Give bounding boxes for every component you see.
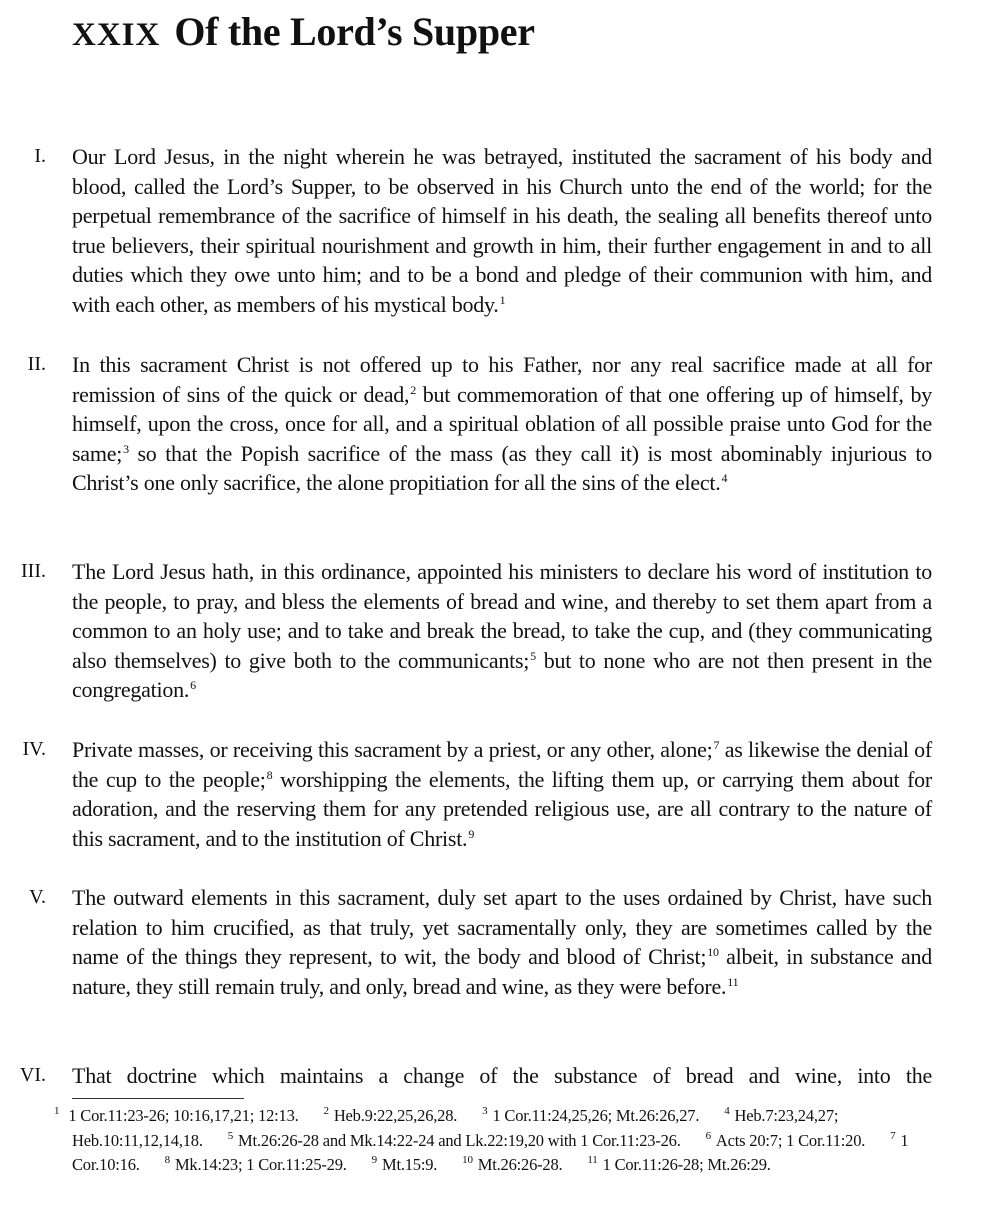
footnotes (54, 1104, 966, 1178)
footnote-text: Mt.26:26-28. (477, 1155, 563, 1174)
footnote-ref[interactable]: 10 (707, 945, 719, 960)
footnote-text: Heb.9:22,25,26,28. (333, 1106, 458, 1125)
section-text-part: but to none who are not then present in the congregation. (72, 647, 932, 703)
section-text-part: so that the Popish sacrifice of the mass (as they call it) is most abominably injurious to Christ’s one only sacrifice, the alone propitiation for all the sins of the elect. (72, 440, 932, 496)
footnote-text: Mk.14:23; 1 Cor.11:25-29. (174, 1155, 347, 1174)
footnote-text: 1 Cor.11:24,25,26; Mt.26:26,27. (492, 1106, 700, 1125)
section-text (72, 1061, 932, 1091)
footnote-ref[interactable]: 5 (530, 648, 536, 663)
section-2 (0, 350, 932, 498)
footnote-ref[interactable]: 9 (468, 826, 475, 841)
section-3 (0, 557, 932, 705)
section-text-part: Our Lord Jesus, in the night wherein he was betrayed, instituted the sacrament of his body and blood, called the Lord’s Supper, to be observed in his Church unto the end of the world; for the perpetual remembrance of the sacrifice of himself in his death, the sealing all benefits thereof unto true believers, their spiritual nourishment and growth in him, their further engagement in and to all duties which they owe unto him; and to be a bond and pledge of their communion with him, and with each other, as members of his mystical body. (72, 144, 932, 317)
section-text (72, 142, 932, 320)
section-text-part: The Lord Jesus hath, in this ordinance, appointed his ministers to declare his word of institution to the people, to pray, and bless the elements of bread and wine, and thereby to set them apart from a common to an holy use; and to take and break the bread, to take the cup, and (they communicating also themselves) to give both to the communicants; (72, 559, 932, 673)
footnote (705, 1131, 866, 1150)
section-numeral: VI. (19, 1064, 46, 1086)
footnote (481, 1106, 699, 1125)
footnote-ref[interactable]: 4 (721, 471, 728, 486)
footnote-number: 10 (462, 1154, 473, 1166)
footnote-ref[interactable]: 11 (727, 974, 739, 989)
footnote-number: 3 (482, 1105, 488, 1117)
section-text-part: albeit, in substance and nature, they still remain truly, and only, bread and wine, as they were before. (72, 944, 932, 999)
section-text-part: Private masses, or receiving this sacrament by a priest, or any other, alone; (72, 737, 713, 762)
footnote-divider (72, 1098, 244, 1099)
footnote-ref[interactable]: 2 (410, 382, 416, 397)
footnote (586, 1155, 770, 1174)
footnote-number: 2 (323, 1105, 329, 1117)
footnote-number: 6 (705, 1129, 711, 1142)
section-text-part: That doctrine which maintains a change of the substance of bread and wine, into the (72, 1063, 932, 1088)
footnote-number: 4 (724, 1105, 730, 1117)
section-text-part: as likewise the denial of the cup to the people; (72, 737, 933, 792)
footnote-number: 5 (227, 1129, 234, 1142)
section-text-part: worshipping the elements, the lifting them up, or carrying them about for adoration, and the reserving them for any pretended religious use, are all contrary to the nature of this sacrament, and to the institution of Christ. (72, 766, 932, 851)
section-1 (0, 142, 932, 320)
footnote-text: Acts 20:7; 1 Cor.11:20. (715, 1130, 866, 1150)
section-4 (0, 735, 932, 853)
footnote-text: Mt.15:9. (381, 1155, 438, 1174)
section-text (72, 557, 932, 705)
footnote-ref[interactable]: 1 (499, 292, 506, 307)
section-numeral: II. (27, 353, 46, 375)
footnote (227, 1131, 681, 1150)
footnote-text: 1 Cor.11:26-28; Mt.26:29. (602, 1155, 771, 1174)
footnote-text: 1 Cor.11:23-26; 10:16,17,21; 12:13. (68, 1106, 299, 1125)
section-text-part: but commemoration of that one offering up of himself, by himself, upon the cross, once for all, and a spiritual oblation of all possible praise unto God for the same; (72, 381, 932, 466)
footnote (164, 1155, 347, 1174)
footnote-text: Mt.26:26-28 and Mk.14:22-24 and Lk.22:19,20 with 1 Cor.11:23-26. (238, 1130, 681, 1150)
footnote-number: 8 (164, 1154, 170, 1166)
footnote-ref[interactable]: 7 (713, 738, 720, 752)
footnote-number: 1 (54, 1105, 60, 1117)
section-numeral: III. (21, 560, 46, 582)
section-numeral: V. (29, 886, 46, 908)
chapter-title (72, 8, 535, 55)
section-text (72, 350, 932, 498)
footnote (54, 1105, 299, 1125)
footnote-number: 7 (890, 1129, 896, 1142)
footnote-text: Heb.7:23,24,27; Heb.10:11,12,14,18. (72, 1106, 839, 1150)
section-5 (0, 883, 932, 1001)
section-6 (0, 1061, 932, 1091)
section-text (72, 883, 932, 1001)
chapter-number: XXIX (72, 17, 161, 53)
footnote (461, 1155, 562, 1174)
section-text-part: In this sacrament Christ is not offered up to his Father, nor any real sacrifice made at all for remission of sins of the quick or dead, (72, 352, 932, 407)
footnote (323, 1106, 458, 1125)
footnote-text: 1 Cor.10:16. (72, 1130, 909, 1174)
section-numeral: IV. (22, 738, 46, 760)
footnote-ref[interactable]: 8 (266, 767, 273, 782)
footnote-number: 9 (371, 1154, 377, 1166)
footnote-number: 11 (587, 1154, 598, 1166)
section-text (72, 735, 932, 853)
section-numeral: I. (34, 145, 46, 167)
footnote-ref[interactable]: 3 (123, 441, 129, 456)
footnote (371, 1155, 438, 1174)
section-text-part: The outward elements in this sacrament, duly set apart to the uses ordained by Christ, have such relation to him crucified, as that truly, yet sacramentally only, they are sometimes called by the name of the things they represent, to wit, the body and blood of Christ; (72, 885, 932, 970)
footnote-ref[interactable]: 6 (190, 678, 196, 693)
chapter-heading: Of the Lord’s Supper (174, 9, 535, 54)
